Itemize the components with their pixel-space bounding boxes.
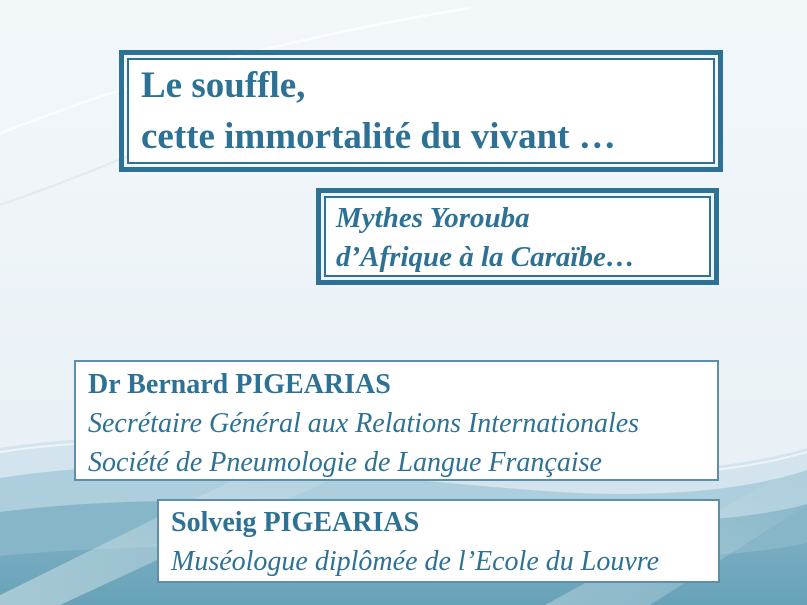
author1-role-1: Secrétaire Général aux Relations Internationales [88,408,640,439]
author2-role: Muséologue diplômée de l’Ecole du Louvre [171,546,660,577]
author1-name: Dr Bernard PIGEARIAS [88,369,391,400]
author2-box [157,499,720,583]
title-line-2: cette immortalité du vivant … [141,116,616,157]
title-box [127,58,715,164]
author1-role-2: Société de Pneumologie de Langue Française [88,447,602,478]
subtitle-line-2: d’Afrique à la Caraïbe… [336,241,635,273]
author1-box [74,360,719,481]
title-line-1: Le souffle, [141,65,306,106]
author2-name: Solveig PIGEARIAS [171,507,420,538]
subtitle-line-1: Mythes Yorouba [336,202,530,234]
subtitle-box [324,196,711,277]
